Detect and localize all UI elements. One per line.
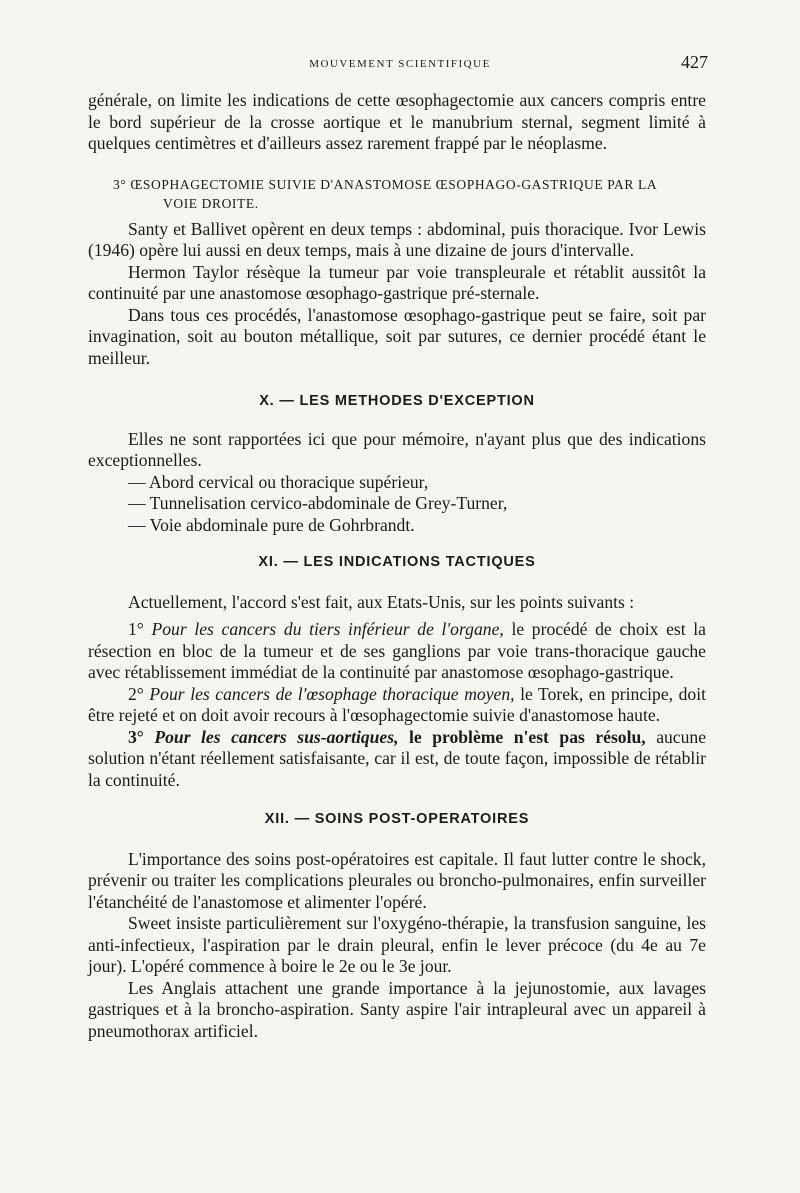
section-11-title: XI. — LES INDICATIONS TACTIQUES bbox=[258, 554, 536, 570]
item-1-number: 1° bbox=[128, 619, 144, 639]
subsection-3-paragraph-3: Dans tous ces procédés, l'anastomose œsophago-gastrique peut se faire, soit par invagination, soit au bouton métallique, soit par sutures, ce dernier procédé étant le meilleur. bbox=[88, 304, 706, 368]
section-10-item-2: — Tunnelisation cervico-abdominale de Grey-Turner, bbox=[128, 493, 508, 513]
section-10-intro: Elles ne sont rapportées ici que pour mémoire, n'ayant plus que des indications exceptionnelles. bbox=[88, 428, 706, 470]
item-2-lead: Pour les cancers de l'œsophage thoracique moyen, bbox=[149, 683, 515, 704]
item-3-text: aucune solution n'étant réellement satisfaisante, car il est, de toute façon, impossible de rétablir la continuité. bbox=[88, 726, 707, 790]
running-header bbox=[0, 52, 800, 72]
subsection-3-heading bbox=[88, 175, 706, 213]
section-10-item-3: — Voie abdominale pure de Gohrbrandt. bbox=[128, 514, 415, 535]
item-3-bold: le problème n'est pas résolu, bbox=[409, 726, 646, 747]
subsection-3-heading-line1: 3° ŒSOPHAGECTOMIE SUIVIE D'ANASTOMOSE ŒSOPHAGO-GASTRIQUE PAR LA bbox=[113, 176, 658, 192]
page-number: 427 bbox=[681, 52, 708, 72]
page-body bbox=[88, 90, 706, 1042]
section-12-title: XII. — SOINS POST-OPERATOIRES bbox=[264, 811, 530, 827]
section-11-intro: Actuellement, l'accord s'est fait, aux Etats-Unis, sur les points suivants : bbox=[128, 591, 635, 612]
section-12-paragraph-3: Les Anglais attachent une grande importance à la jejunostomie, aux lavages gastriques et à la broncho-aspiration. Santy aspire l'air intrapleural avec un appareil à pneumothorax artificiel. bbox=[88, 977, 706, 1041]
item-1-lead: Pour les cancers du tiers inférieur de l'organe, bbox=[151, 619, 504, 639]
item-3-number: 3° bbox=[128, 726, 144, 747]
section-12-paragraph-1: L'importance des soins post-opératoires est capitale. Il faut lutter contre le shock, prévenir ou traiter les complications pleurales ou broncho-pulmonaires, enfin surveiller l'étanchéité de l'anastomose et alimenter l'opéré. bbox=[88, 848, 706, 912]
item-2-number: 2° bbox=[128, 683, 144, 704]
subsection-3-paragraph-2: Hermon Taylor résèque la tumeur par voie transpleurale et rétablit aussitôt la continuité par une anastomose œsophago-gastrique pré-sternale. bbox=[88, 261, 706, 303]
item-2-text: le Torek, en principe, doit être rejeté et on doit avoir recours à l'œsophagectomie suivie d'anastomose haute. bbox=[88, 683, 706, 725]
section-11-item-3 bbox=[88, 727, 706, 792]
item-3-lead: Pour les cancers sus-aortiques, bbox=[154, 726, 399, 747]
item-1-text: le procédé de choix est la résection en bloc de la tumeur et de ses ganglions par voie trans-thoracique gauche avec rétablissement immédiat de la continuité par anastomose œsophago-gastrique. bbox=[88, 619, 706, 682]
section-11-item-1 bbox=[88, 619, 706, 684]
section-11-item-2 bbox=[88, 684, 706, 727]
intro-paragraph: générale, on limite les indications de cette œsophagectomie aux cancers compris entre le bord supérieur de la crosse aortique et le manubrium sternal, segment limité à quelques centimètres et d'ailleurs assez rarement frappé par le néoplasme. bbox=[88, 90, 706, 153]
subsection-3-paragraph-1: Santy et Ballivet opèrent en deux temps : abdominal, puis thoracique. Ivor Lewis (1946) opère lui aussi en deux temps, mais à une dizaine de jours d'intervalle. bbox=[88, 218, 706, 260]
running-title: MOUVEMENT SCIENTIFIQUE bbox=[309, 58, 491, 70]
section-10-item-1: — Abord cervical ou thoracique supérieur, bbox=[128, 471, 429, 492]
section-10-title: X. — LES METHODES D'EXCEPTION bbox=[259, 393, 535, 409]
subsection-3-heading-line2: VOIE DROITE. bbox=[163, 195, 259, 211]
section-12-paragraph-2: Sweet insiste particulièrement sur l'oxygéno-thérapie, la transfusion sanguine, les anti-infectieux, l'aspiration par le drain pleural, enfin le lever précoce (du 4e au 7e jour). L'opéré commence à boire le 2e ou le 3e jour. bbox=[88, 913, 706, 976]
